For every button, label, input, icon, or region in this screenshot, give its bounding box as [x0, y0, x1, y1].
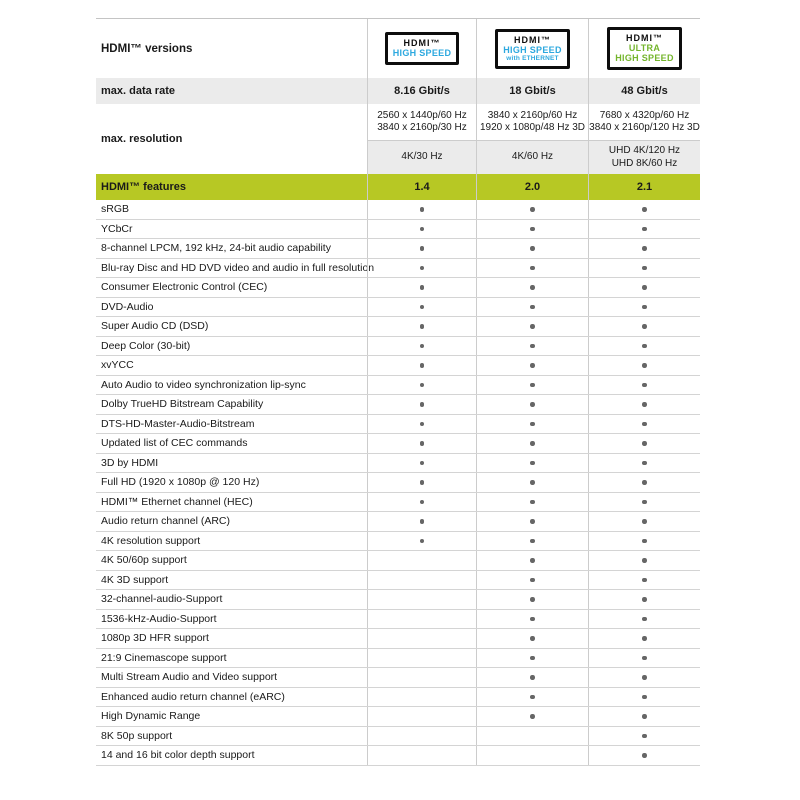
resolution-line: UHD 4K/120 Hz [608, 145, 681, 156]
support-dot-cell [367, 434, 476, 453]
feature-label: 21:9 Cinemascope support [101, 651, 227, 664]
support-dot-icon [642, 324, 647, 329]
data-rate-label: max. data rate [101, 85, 175, 97]
support-dot-icon [642, 441, 647, 446]
feature-label: Dolby TrueHD Bitstream Capability [101, 398, 264, 411]
support-dot-icon [530, 695, 535, 700]
feature-row [96, 317, 700, 337]
feature-label: Consumer Electronic Control (CEC) [101, 281, 268, 294]
badge-speed-label: HIGH SPEED [503, 44, 562, 55]
support-dot-cell [588, 649, 700, 668]
support-dot-icon [530, 305, 535, 310]
resolution-line: 1920 x 1080p/48 Hz 3D [479, 122, 586, 133]
support-dot-icon [530, 461, 535, 466]
badge-cell-hdmi-1-4 [367, 19, 476, 78]
support-dot-cell [476, 317, 588, 336]
feature-label: 4K 50/60p support [101, 554, 187, 567]
support-dot-cell [476, 571, 588, 590]
support-dot-cell [476, 356, 588, 375]
support-dot-cell [588, 415, 700, 434]
support-dot-icon [420, 246, 425, 251]
resolution-summary-cell [588, 141, 700, 174]
support-dot-icon [642, 636, 647, 641]
support-dot-cell [367, 376, 476, 395]
support-dot-icon [642, 266, 647, 271]
support-dot-icon [642, 305, 647, 310]
hdmi-ultra-high-speed-logo [607, 27, 682, 70]
support-dot-icon [642, 285, 647, 290]
support-dot-cell [367, 298, 476, 317]
hdmi-high-speed-with-ethernet-logo [495, 29, 570, 69]
support-dot-icon [642, 363, 647, 368]
support-dot-cell [588, 727, 700, 746]
support-dot-icon [420, 227, 425, 232]
feature-row [96, 473, 700, 493]
feature-label: Blu-ray Disc and HD DVD video and audio in full resolution [101, 261, 375, 274]
support-dot-icon [420, 207, 425, 212]
support-dot-cell [588, 239, 700, 258]
support-dot-cell [588, 668, 700, 687]
support-dot-cell [588, 571, 700, 590]
support-dot-icon [530, 578, 535, 583]
data-rate-value: 18 Gbit/s [476, 78, 588, 104]
support-dot-cell [367, 337, 476, 356]
support-dot-cell [588, 473, 700, 492]
feature-row [96, 571, 700, 591]
support-dot-icon [420, 344, 425, 349]
support-dot-cell [588, 376, 700, 395]
support-dot-icon [530, 539, 535, 544]
support-empty-cell [367, 629, 476, 648]
feature-row [96, 259, 700, 279]
badge-speed-label: HIGH SPEED [392, 48, 452, 58]
support-dot-cell [476, 707, 588, 726]
support-empty-cell [367, 610, 476, 629]
support-dot-icon [530, 597, 535, 602]
support-dot-icon [530, 246, 535, 251]
support-dot-cell [476, 668, 588, 687]
support-dot-cell [588, 551, 700, 570]
resolution-line: 4K/30 Hz [401, 151, 443, 163]
versions-header-row [96, 19, 700, 78]
support-dot-icon [530, 636, 535, 641]
support-dot-cell [476, 415, 588, 434]
support-dot-cell [367, 532, 476, 551]
resolution-block [96, 104, 700, 174]
support-dot-cell [588, 532, 700, 551]
hdmi-high-speed-logo [385, 32, 460, 65]
feature-label: High Dynamic Range [101, 710, 201, 723]
feature-label: 8-channel LPCM, 192 kHz, 24-bit audio capability [101, 242, 331, 255]
hdmi-logo-text: HDMI™ [513, 34, 551, 45]
support-dot-icon [420, 461, 425, 466]
support-dot-cell [588, 512, 700, 531]
feature-label: 1080p 3D HFR support [101, 632, 209, 645]
feature-row [96, 220, 700, 240]
support-dot-icon [420, 363, 425, 368]
support-dot-cell [588, 278, 700, 297]
support-dot-icon [642, 578, 647, 583]
features-header-label: HDMI™ features [101, 181, 186, 193]
support-dot-icon [642, 480, 647, 485]
support-dot-cell [367, 220, 476, 239]
feature-row [96, 746, 700, 766]
badge-speed-label: HIGH SPEED [615, 53, 674, 63]
resolution-detail-cell [367, 104, 476, 140]
support-dot-icon [642, 246, 647, 251]
support-empty-cell [367, 668, 476, 687]
feature-label: Updated list of CEC commands [101, 437, 248, 450]
support-dot-cell [588, 356, 700, 375]
resolution-line: 3840 x 2160p/30 Hz [377, 122, 467, 133]
feature-row [96, 278, 700, 298]
support-dot-cell [476, 610, 588, 629]
support-dot-cell [476, 298, 588, 317]
support-dot-cell [476, 590, 588, 609]
feature-row [96, 707, 700, 727]
support-dot-cell [367, 239, 476, 258]
support-dot-cell [367, 395, 476, 414]
support-dot-icon [420, 324, 425, 329]
support-dot-icon [530, 714, 535, 719]
support-dot-icon [530, 344, 535, 349]
support-dot-cell [476, 512, 588, 531]
resolution-values [367, 104, 700, 174]
support-dot-cell [588, 395, 700, 414]
resolution-line: 7680 x 4320p/60 Hz [599, 109, 690, 121]
support-dot-cell [588, 454, 700, 473]
support-empty-cell [476, 727, 588, 746]
feature-label: 32-channel-audio-Support [101, 593, 223, 606]
support-dot-cell [476, 532, 588, 551]
feature-label: 3D by HDMI [101, 456, 159, 469]
support-dot-icon [642, 656, 647, 661]
resolution-detail-row [367, 104, 700, 140]
support-empty-cell [476, 746, 588, 765]
support-dot-icon [642, 344, 647, 349]
feature-row [96, 376, 700, 396]
feature-row [96, 512, 700, 532]
support-dot-icon [530, 558, 535, 563]
support-dot-cell [588, 200, 700, 219]
support-dot-icon [530, 285, 535, 290]
support-dot-cell [367, 317, 476, 336]
support-dot-icon [642, 558, 647, 563]
support-dot-icon [642, 714, 647, 719]
badge-ethernet-label: with ETHERNET [506, 54, 559, 62]
support-dot-cell [476, 376, 588, 395]
feature-label: YCbCr [101, 222, 133, 235]
support-dot-cell [367, 200, 476, 219]
support-dot-icon [420, 422, 425, 427]
badge-speed-label: ULTRA [628, 43, 661, 53]
resolution-label: max. resolution [101, 133, 183, 145]
feature-row [96, 610, 700, 630]
support-empty-cell [367, 707, 476, 726]
support-dot-cell [588, 610, 700, 629]
feature-row [96, 298, 700, 318]
support-dot-icon [530, 324, 535, 329]
support-dot-icon [642, 500, 647, 505]
feature-label: 8K 50p support [101, 729, 173, 742]
feature-row [96, 454, 700, 474]
feature-row [96, 688, 700, 708]
support-dot-icon [420, 266, 425, 271]
features-header-row [96, 174, 700, 200]
support-dot-icon [530, 500, 535, 505]
feature-row [96, 337, 700, 357]
support-dot-icon [420, 539, 425, 544]
support-dot-cell [367, 512, 476, 531]
support-dot-icon [530, 675, 535, 680]
support-dot-icon [530, 363, 535, 368]
support-dot-cell [367, 259, 476, 278]
feature-row [96, 649, 700, 669]
support-dot-icon [642, 675, 647, 680]
support-dot-icon [530, 266, 535, 271]
support-dot-icon [420, 285, 425, 290]
data-rate-value: 48 Gbit/s [588, 78, 700, 104]
resolution-detail-cell [588, 104, 700, 140]
feature-row [96, 395, 700, 415]
support-dot-icon [420, 441, 425, 446]
support-dot-icon [642, 539, 647, 544]
support-dot-cell [588, 220, 700, 239]
support-dot-icon [420, 519, 425, 524]
support-dot-icon [420, 480, 425, 485]
support-dot-cell [367, 278, 476, 297]
resolution-line: 3840 x 2160p/120 Hz 3D [589, 122, 700, 133]
support-dot-icon [642, 519, 647, 524]
version-number: 2.1 [588, 174, 700, 200]
support-dot-cell [476, 454, 588, 473]
support-dot-cell [588, 317, 700, 336]
support-dot-icon [530, 422, 535, 427]
support-dot-cell [588, 746, 700, 765]
feature-label: 14 and 16 bit color depth support [101, 749, 255, 762]
support-dot-cell [476, 688, 588, 707]
feature-label: Multi Stream Audio and Video support [101, 671, 278, 684]
feature-row [96, 668, 700, 688]
feature-label: sRGB [101, 203, 130, 216]
support-dot-icon [420, 500, 425, 505]
support-dot-icon [530, 227, 535, 232]
feature-row [96, 493, 700, 513]
support-dot-icon [642, 422, 647, 427]
support-dot-icon [420, 383, 425, 388]
resolution-summary-cell [476, 141, 588, 174]
feature-row [96, 356, 700, 376]
support-dot-cell [476, 337, 588, 356]
support-dot-cell [588, 337, 700, 356]
support-dot-cell [476, 259, 588, 278]
support-empty-cell [367, 746, 476, 765]
feature-row [96, 590, 700, 610]
support-dot-cell [588, 434, 700, 453]
feature-row [96, 532, 700, 552]
resolution-detail-cell [476, 104, 588, 140]
support-dot-icon [642, 461, 647, 466]
feature-label: Enhanced audio return channel (eARC) [101, 690, 285, 703]
feature-label: Super Audio CD (DSD) [101, 320, 209, 333]
support-dot-cell [476, 278, 588, 297]
badge-cell-hdmi-2-0 [476, 19, 588, 78]
support-dot-icon [530, 617, 535, 622]
support-dot-cell [367, 493, 476, 512]
support-dot-icon [642, 734, 647, 739]
support-dot-icon [420, 402, 425, 407]
resolution-line: 3840 x 2160p/60 Hz [487, 109, 578, 121]
badge-cell-hdmi-2-1 [588, 19, 700, 78]
feature-label: xvYCC [101, 359, 134, 372]
support-dot-cell [476, 551, 588, 570]
feature-label: Deep Color (30-bit) [101, 339, 191, 352]
resolution-line: 4K/60 Hz [511, 151, 554, 163]
hdmi-logo-text: HDMI™ [403, 38, 441, 48]
support-empty-cell [367, 727, 476, 746]
feature-label: 4K 3D support [101, 573, 169, 586]
support-dot-cell [588, 590, 700, 609]
data-rate-value: 8.16 Gbit/s [367, 78, 476, 104]
feature-row [96, 239, 700, 259]
feature-label: DVD-Audio [101, 300, 154, 313]
support-dot-cell [476, 629, 588, 648]
resolution-line: UHD 8K/60 Hz [611, 157, 678, 169]
support-dot-icon [530, 207, 535, 212]
support-dot-cell [588, 629, 700, 648]
support-dot-icon [530, 402, 535, 407]
support-dot-cell [367, 454, 476, 473]
feature-row [96, 551, 700, 571]
support-empty-cell [367, 688, 476, 707]
support-dot-icon [642, 695, 647, 700]
support-dot-cell [476, 200, 588, 219]
support-dot-icon [642, 597, 647, 602]
support-dot-icon [420, 305, 425, 310]
feature-row [96, 415, 700, 435]
support-dot-icon [642, 227, 647, 232]
support-dot-cell [367, 356, 476, 375]
support-dot-cell [588, 298, 700, 317]
feature-label: Audio return channel (ARC) [101, 515, 230, 528]
support-dot-icon [530, 656, 535, 661]
support-empty-cell [367, 571, 476, 590]
support-dot-icon [530, 441, 535, 446]
version-number: 2.0 [476, 174, 588, 200]
version-number: 1.4 [367, 174, 476, 200]
hdmi-comparison-table [96, 18, 700, 766]
support-dot-cell [476, 434, 588, 453]
feature-row [96, 629, 700, 649]
support-dot-icon [530, 480, 535, 485]
support-dot-icon [642, 402, 647, 407]
resolution-line: 2560 x 1440p/60 Hz [377, 109, 467, 121]
feature-label: Auto Audio to video synchronization lip-sync [101, 378, 306, 391]
support-dot-cell [588, 259, 700, 278]
feature-rows [96, 200, 700, 766]
versions-header-label: HDMI™ versions [101, 42, 193, 55]
feature-row [96, 434, 700, 454]
feature-label: 4K resolution support [101, 534, 201, 547]
feature-label: HDMI™ Ethernet channel (HEC) [101, 495, 253, 508]
resolution-summary-row [367, 140, 700, 174]
feature-label: Full HD (1920 x 1080p @ 120 Hz) [101, 476, 260, 489]
support-dot-icon [530, 383, 535, 388]
feature-row [96, 727, 700, 747]
support-dot-icon [642, 753, 647, 758]
support-dot-cell [588, 688, 700, 707]
support-dot-icon [642, 207, 647, 212]
support-dot-cell [476, 239, 588, 258]
support-dot-cell [476, 649, 588, 668]
support-dot-cell [367, 473, 476, 492]
support-dot-cell [588, 493, 700, 512]
support-dot-cell [476, 473, 588, 492]
resolution-summary-cell [367, 141, 476, 174]
support-empty-cell [367, 551, 476, 570]
support-dot-icon [530, 519, 535, 524]
support-dot-icon [642, 383, 647, 388]
support-dot-cell [476, 220, 588, 239]
data-rate-row [96, 78, 700, 104]
support-dot-icon [642, 617, 647, 622]
support-dot-cell [476, 493, 588, 512]
support-dot-cell [367, 415, 476, 434]
feature-row [96, 200, 700, 220]
support-empty-cell [367, 590, 476, 609]
support-dot-cell [476, 395, 588, 414]
feature-label: 1536-kHz-Audio-Support [101, 612, 217, 625]
feature-label: DTS-HD-Master-Audio-Bitstream [101, 417, 255, 430]
support-dot-cell [588, 707, 700, 726]
support-empty-cell [367, 649, 476, 668]
hdmi-logo-text: HDMI™ [625, 33, 663, 43]
